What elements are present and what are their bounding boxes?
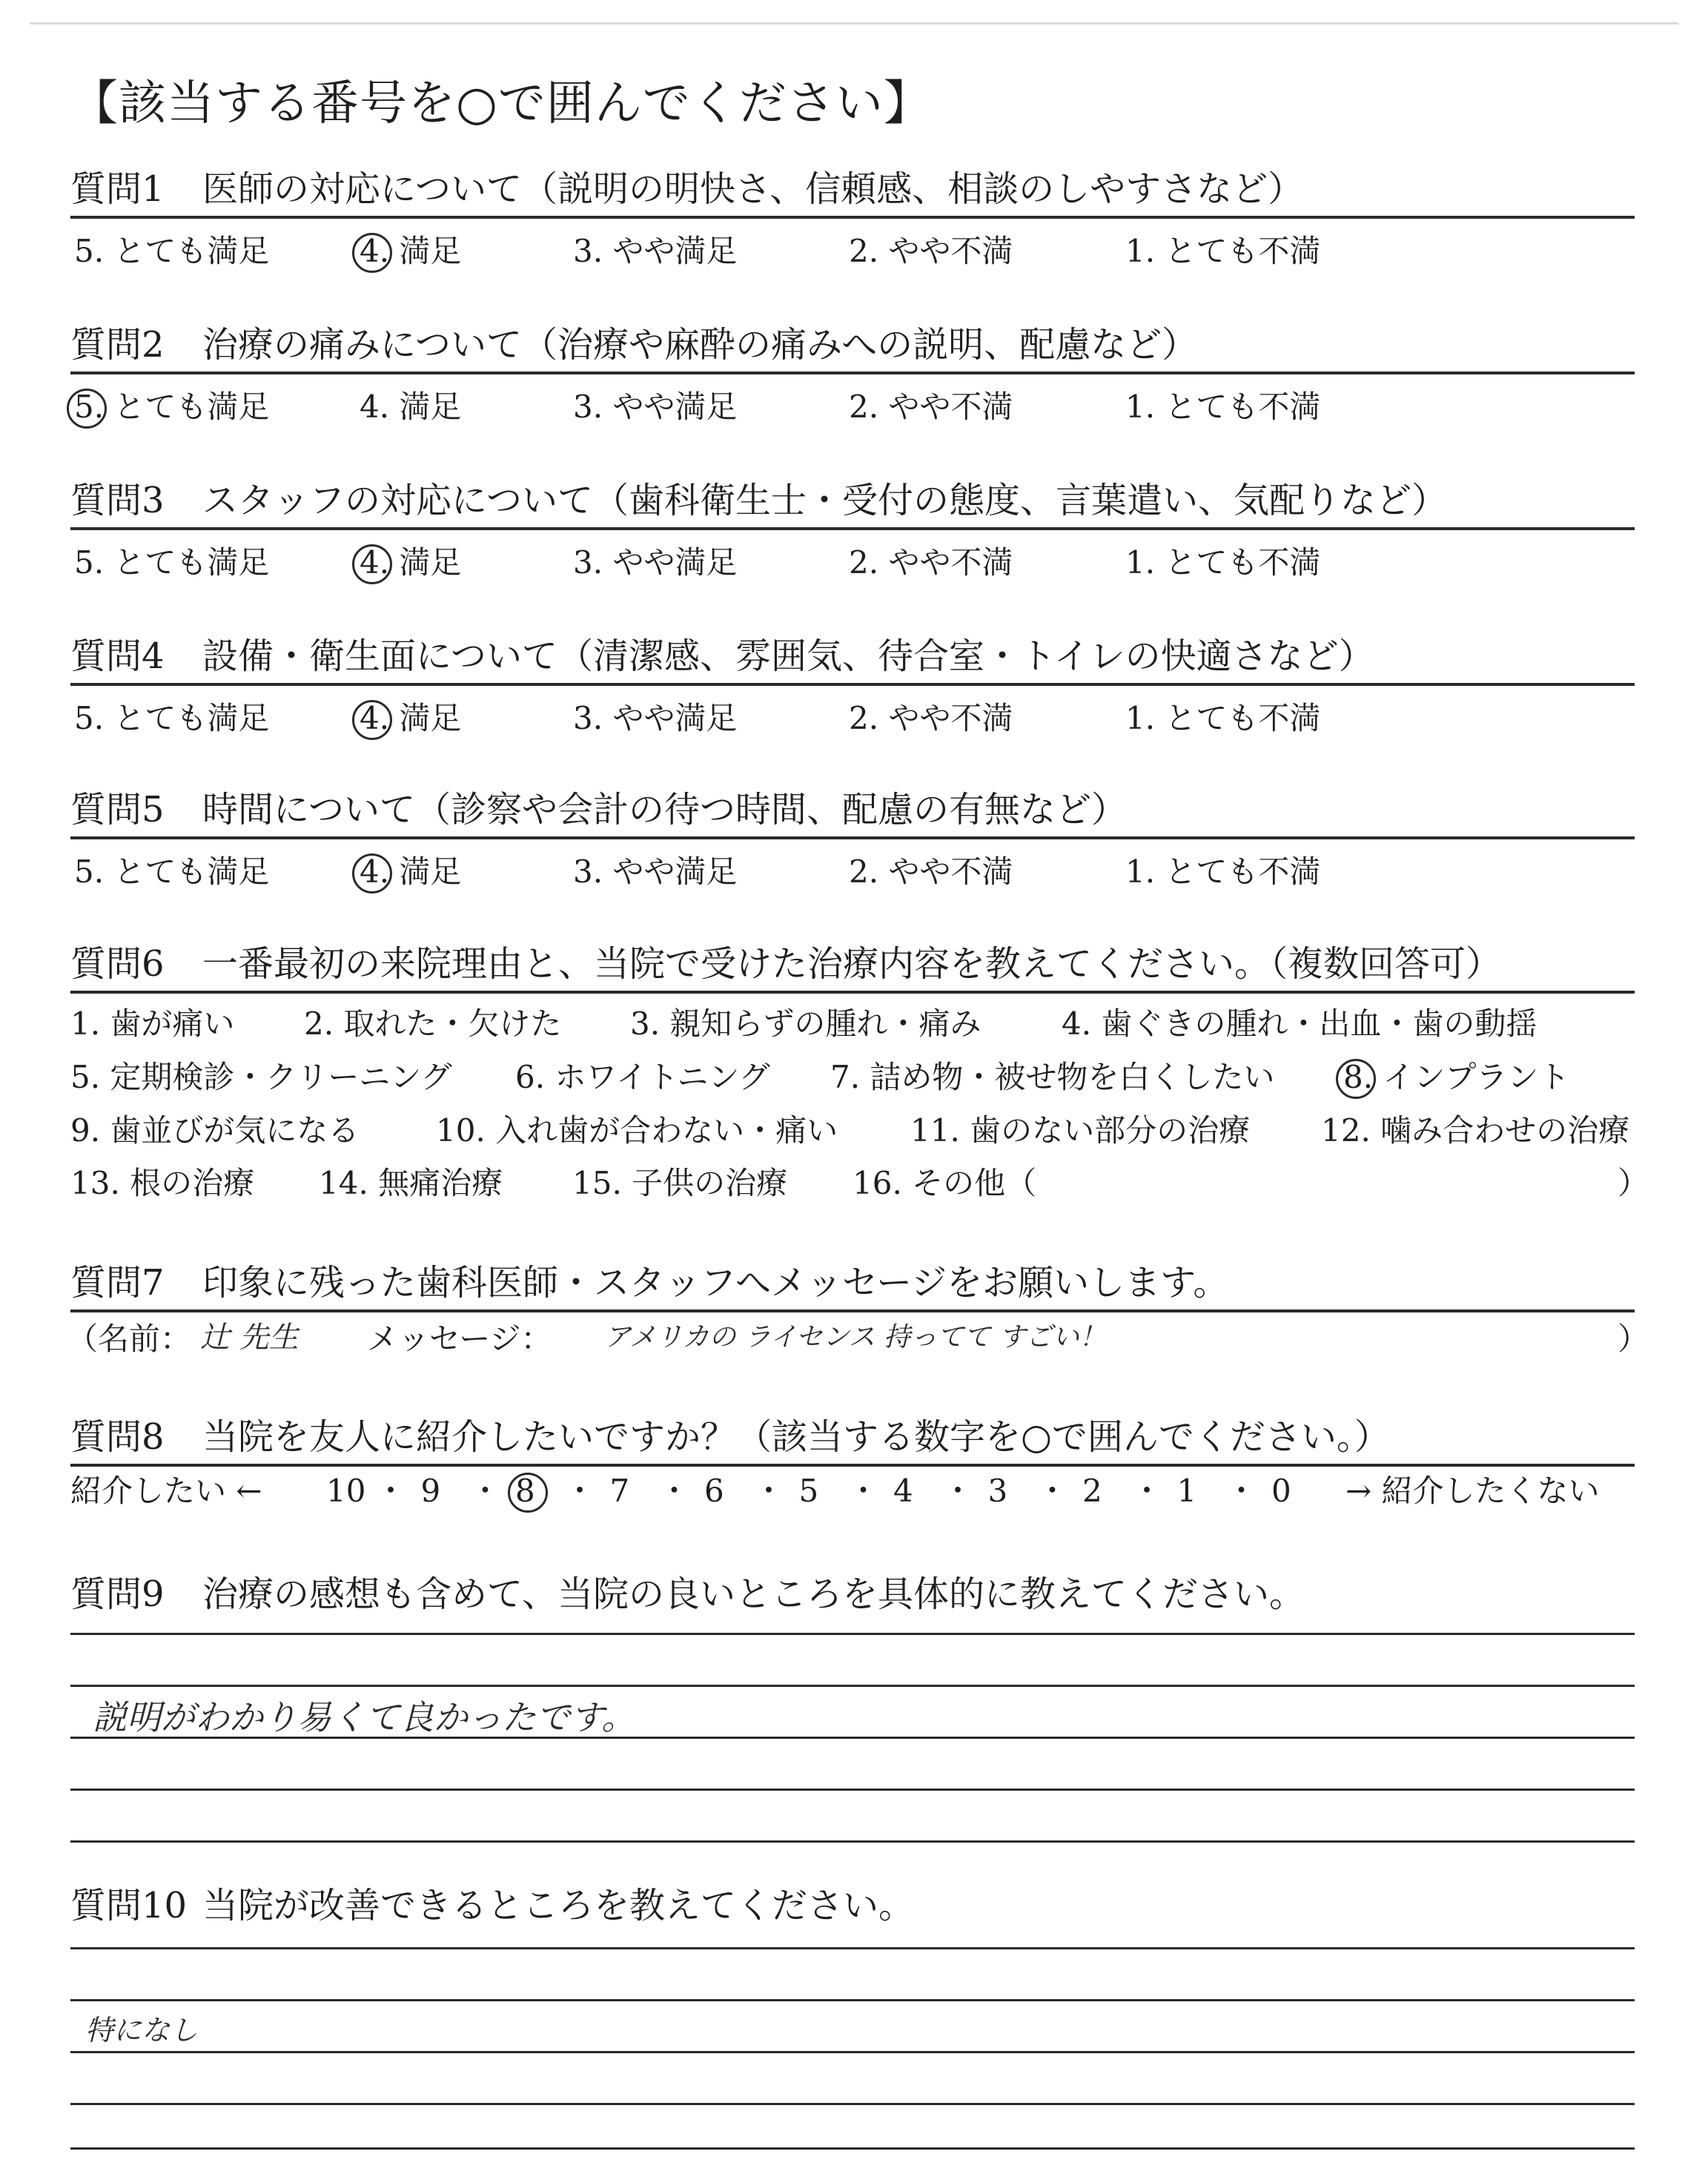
q9-answer-line: [70, 1840, 1635, 1843]
q3-option-3[interactable]: [573, 544, 737, 582]
q3-option-5-label: 5. とても満足: [74, 544, 270, 581]
q5-option-4-label: 4. 満足: [360, 853, 462, 890]
scale-separator: ・: [564, 1473, 596, 1509]
scale-value-0[interactable]: 0: [1271, 1473, 1291, 1509]
scale-left-label: 紹介したい ←: [70, 1473, 262, 1509]
q4-option-5[interactable]: [74, 699, 269, 738]
q6-option-7[interactable]: [830, 1058, 1274, 1097]
scale-value-2[interactable]: 2: [1082, 1473, 1102, 1509]
q6-option-12-label: 12. 噛み合わせの治療: [1321, 1112, 1630, 1149]
q5-option-5-label: 5. とても満足: [74, 853, 270, 890]
q7-message-value[interactable]: アメリカの ライセンス 持ってて すごい！: [604, 1322, 1106, 1353]
q6-option-13[interactable]: [70, 1164, 254, 1203]
q2-option-1[interactable]: [1125, 388, 1320, 426]
q5-option-3-label: 3. やや満足: [573, 853, 738, 890]
q3-option-4[interactable]: [360, 544, 461, 582]
q3-option-2-label: 2. やや不満: [849, 544, 1013, 581]
q2-option-4[interactable]: [360, 388, 461, 426]
q1-option-3-label: 3. やや満足: [573, 233, 738, 269]
q6-option-11-label: 11. 歯のない部分の治療: [910, 1112, 1251, 1149]
question-9-number: 質問9: [70, 1573, 165, 1615]
question-1-text: 医師の対応について（説明の明快さ、信頼感、相談のしやすさなど）: [202, 168, 1304, 210]
question-4-heading: [70, 634, 1635, 686]
q6-option-11[interactable]: [910, 1112, 1250, 1150]
question-5-number: 質問5: [70, 789, 165, 830]
q6-option-13-label: 13. 根の治療: [70, 1165, 255, 1201]
q4-option-3-label: 3. やや満足: [573, 700, 738, 736]
question-8-heading: [70, 1415, 1635, 1467]
q3-option-3-label: 3. やや満足: [573, 544, 738, 581]
q6-option-7-label: 7. 詰め物・被せ物を白くしたい: [830, 1059, 1275, 1095]
scale-value-6[interactable]: 6: [704, 1473, 724, 1509]
question-7-number: 質問7: [70, 1262, 165, 1304]
scale-separator: ・: [1225, 1473, 1257, 1509]
q2-option-2[interactable]: [849, 388, 1013, 426]
question-2-text: 治療の痛みについて（治療や麻酔の痛みへの説明、配慮など）: [202, 324, 1198, 366]
question-8-number: 質問8: [70, 1416, 165, 1458]
q3-option-2[interactable]: [849, 544, 1013, 582]
q4-option-2-label: 2. やや不満: [849, 700, 1013, 736]
q5-option-5[interactable]: [74, 853, 269, 891]
question-3-text: スタッフの対応について（歯科衛生士・受付の態度、言葉遣い、気配りなど）: [202, 480, 1448, 521]
scale-value-5[interactable]: 5: [798, 1473, 819, 1509]
q3-option-4-label: 4. 満足: [360, 544, 462, 581]
question-2-heading: [70, 323, 1635, 374]
question-8-text: 当院を友人に紹介したいですか？（該当する数字を○で囲んでください。）: [202, 1416, 1390, 1458]
question-9-heading: [70, 1572, 1635, 1621]
q6-option-4[interactable]: [1062, 1005, 1537, 1043]
q6-option-8[interactable]: [1343, 1058, 1569, 1097]
q4-option-1-label: 1. とても不満: [1125, 700, 1321, 736]
q1-option-2-label: 2. やや不満: [849, 233, 1013, 269]
q6-option-6[interactable]: [515, 1058, 770, 1097]
q6-option-9[interactable]: [70, 1112, 359, 1150]
q6-option-8-label: 8. インプラント: [1343, 1059, 1570, 1095]
q5-option-3[interactable]: [573, 853, 737, 891]
q6-option-9-label: 9. 歯並びが気になる: [70, 1112, 360, 1149]
scan-top-edge: [30, 22, 1678, 24]
q6-option-15[interactable]: [572, 1164, 787, 1203]
q9-answer-line: [70, 1633, 1635, 1635]
q2-option-5-label: 5. とても満足: [74, 389, 270, 425]
scale-value-10[interactable]: 10: [326, 1473, 366, 1509]
q6-option-14-label: 14. 無痛治療: [319, 1165, 503, 1201]
q4-option-4[interactable]: [360, 699, 461, 738]
q1-option-5-label: 5. とても満足: [74, 233, 270, 269]
q6-option-3[interactable]: [630, 1005, 981, 1043]
scale-right-label: → 紹介したくない: [1345, 1473, 1600, 1509]
q6-option-16[interactable]: [853, 1164, 1036, 1203]
q5-option-1-label: 1. とても不満: [1125, 853, 1321, 890]
q9-answer-line: [70, 1737, 1635, 1739]
q2-option-2-label: 2. やや不満: [849, 389, 1013, 425]
q6-option-1-label: 1. 歯が痛い: [70, 1005, 235, 1042]
q1-option-4-label: 4. 満足: [360, 233, 462, 269]
question-7-heading: [70, 1261, 1635, 1312]
q2-option-3[interactable]: [573, 388, 737, 426]
q1-option-2[interactable]: [849, 232, 1013, 271]
q6-option-4-label: 4. 歯ぐきの腫れ・出血・歯の動揺: [1062, 1005, 1537, 1042]
q5-option-2[interactable]: [849, 853, 1013, 891]
scale-separator: ・: [942, 1473, 974, 1509]
q4-option-3[interactable]: [573, 699, 737, 738]
q4-option-1[interactable]: [1125, 699, 1320, 738]
scale-value-3[interactable]: 3: [987, 1473, 1008, 1509]
q10-answer-line: [70, 2051, 1635, 2053]
scale-separator: ・: [1036, 1473, 1068, 1509]
q1-option-3[interactable]: [573, 232, 737, 271]
q6-option-2-label: 2. 取れた・欠けた: [304, 1005, 562, 1042]
q10-answer-line: [70, 2147, 1635, 2150]
question-5-text: 時間について（診察や会計の待つ時間、配慮の有無など）: [202, 789, 1128, 830]
q10-answer-line: [70, 1999, 1635, 2001]
q1-option-4[interactable]: [360, 232, 461, 271]
question-9-text: 治療の感想も含めて、当院の良いところを具体的に教えてください。: [202, 1573, 1305, 1615]
scale-value-1[interactable]: 1: [1176, 1473, 1197, 1509]
q9-answer-text[interactable]: 説明がわかり易くて良かったです。: [93, 1697, 636, 1737]
q4-option-5-label: 5. とても満足: [74, 700, 270, 736]
q6-option-5[interactable]: [70, 1058, 452, 1097]
scale-separator: ・: [658, 1473, 690, 1509]
q3-option-5[interactable]: [74, 544, 269, 582]
q5-option-4[interactable]: [360, 853, 461, 891]
scale-separator: ・: [469, 1473, 501, 1509]
question-6-number: 質問6: [70, 943, 165, 985]
question-5-heading: [70, 787, 1635, 839]
question-6-heading: [70, 942, 1635, 994]
q2-option-3-label: 3. やや満足: [573, 389, 738, 425]
q10-answer-line: [70, 2103, 1635, 2105]
q6-option-12[interactable]: [1321, 1112, 1629, 1150]
q9-answer-line: [70, 1789, 1635, 1791]
q6-option-16-label: 16. その他（: [853, 1165, 1037, 1201]
q10-answer-text[interactable]: 特になし: [85, 2014, 199, 2047]
scale-value-9[interactable]: 9: [420, 1473, 441, 1509]
question-1-heading: [70, 167, 1635, 219]
question-7-text: 印象に残った歯科医師・スタッフへメッセージをお願いします。: [202, 1262, 1229, 1304]
q4-option-2[interactable]: [849, 699, 1013, 738]
q1-option-1-label: 1. とても不満: [1125, 233, 1321, 269]
question-1-number: 質問1: [70, 168, 165, 210]
question-3-heading: [70, 478, 1635, 530]
q6-option-2[interactable]: [304, 1005, 561, 1043]
q5-option-1[interactable]: [1125, 853, 1320, 891]
q7-name-label: （名前：: [67, 1321, 192, 1357]
form-title: 【該当する番号を○で囲んでください】: [70, 76, 932, 131]
q1-option-5[interactable]: [74, 232, 269, 271]
q6-option-3-label: 3. 親知らずの腫れ・痛み: [630, 1005, 982, 1042]
q2-option-4-label: 4. 満足: [360, 389, 462, 425]
question-10-text: 当院が改善できるところを教えてください。: [202, 1885, 915, 1926]
q5-option-2-label: 2. やや不満: [849, 853, 1013, 890]
q7-close-paren: ）: [1618, 1321, 1649, 1357]
q6-other-close-paren: ）: [1618, 1165, 1649, 1201]
question-2-number: 質問2: [70, 324, 165, 366]
question-3-number: 質問3: [70, 480, 165, 521]
scale-separator: ・: [847, 1473, 879, 1509]
scale-value-8[interactable]: 8: [515, 1473, 535, 1509]
q4-option-4-label: 4. 満足: [360, 700, 462, 736]
scale-value-4[interactable]: 4: [893, 1473, 913, 1509]
scale-separator: ・: [1131, 1473, 1163, 1509]
q1-option-1[interactable]: [1125, 232, 1320, 271]
q6-option-5-label: 5. 定期検診・クリーニング: [70, 1059, 452, 1095]
q6-option-14[interactable]: [319, 1164, 503, 1203]
q6-option-6-label: 6. ホワイトニング: [515, 1059, 770, 1095]
q3-option-1[interactable]: [1125, 544, 1320, 582]
q3-option-1-label: 1. とても不満: [1125, 544, 1321, 581]
q6-option-15-label: 15. 子供の治療: [572, 1165, 788, 1201]
q10-answer-line: [70, 1947, 1635, 1949]
q6-option-10[interactable]: [436, 1112, 838, 1150]
question-10-heading: [70, 1883, 1635, 1932]
scale-separator: ・: [753, 1473, 785, 1509]
q6-option-10-label: 10. 入れ歯が合わない・痛い: [436, 1112, 838, 1149]
scale-value-7[interactable]: 7: [609, 1473, 630, 1509]
question-6-text: 一番最初の来院理由と、当院で受けた治療内容を教えてください。（複数回答可）: [202, 943, 1502, 985]
q7-name-value[interactable]: 辻 先生: [200, 1321, 299, 1355]
question-10-number: 質問10: [70, 1885, 188, 1926]
question-4-number: 質問4: [70, 635, 165, 677]
q7-message-label: メッセージ：: [367, 1321, 552, 1357]
q2-option-1-label: 1. とても不満: [1125, 389, 1321, 425]
q2-option-5[interactable]: [74, 388, 269, 426]
q6-option-1[interactable]: [70, 1005, 234, 1043]
scale-separator: ・: [375, 1473, 407, 1509]
question-4-text: 設備・衛生面について（清潔感、雰囲気、待合室・トイレの快適さなど）: [202, 635, 1374, 677]
q9-answer-line: [70, 1685, 1635, 1687]
